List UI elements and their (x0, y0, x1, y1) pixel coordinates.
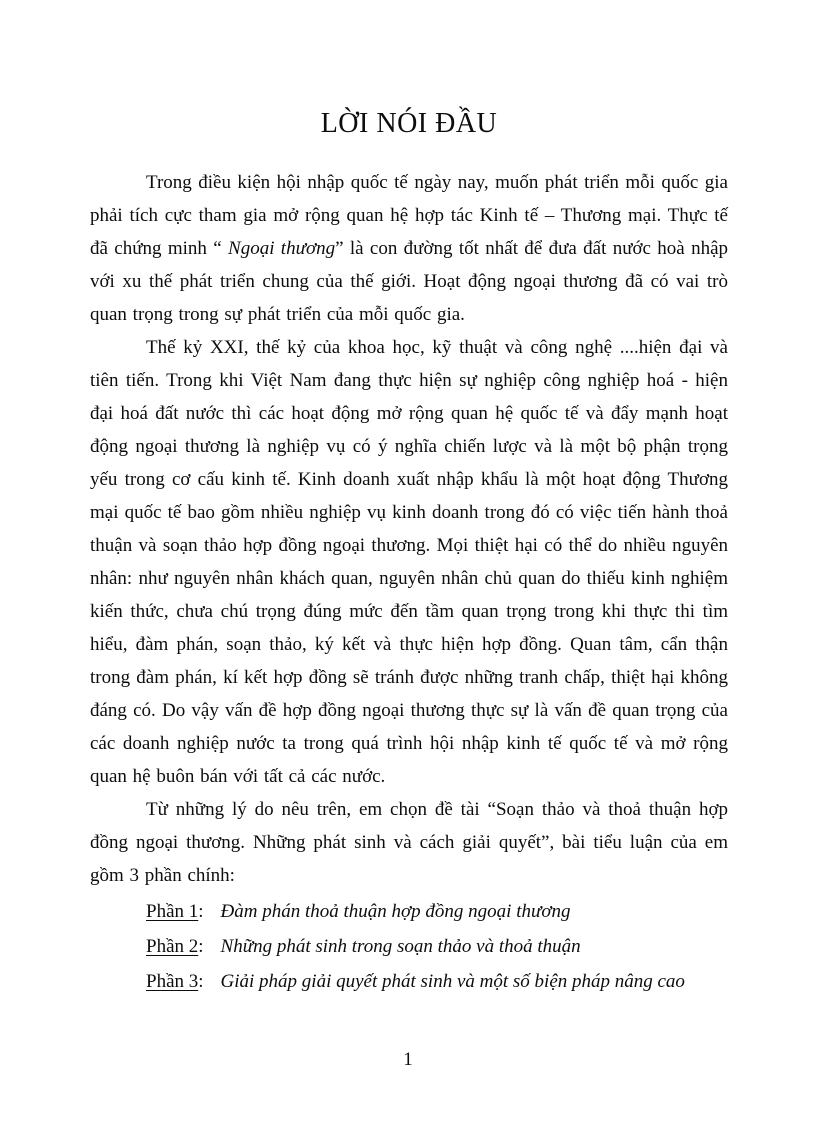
outline-item-label: Phần 1 (146, 901, 199, 922)
text-segment: Từ những lý do nêu trên, em chọn đề tài “Soạn thảo và thoả thuận hợp đồng ngoại thương. Những phát sinh và cách giải quyết”, bài tiểu luận của em gồm 3 phần chính: (90, 799, 728, 886)
text-segment: Ngoại thương (228, 238, 336, 259)
document-content (90, 0, 728, 999)
outline-item-label: Phần 2 (146, 936, 199, 957)
outline-item-separator: : (198, 901, 204, 922)
outline-item-separator: : (198, 971, 204, 992)
outline-item-description: Giải pháp giải quyết phát sinh và một số biện pháp nâng cao (220, 971, 685, 992)
paragraph (90, 331, 728, 793)
outline-item-description: Đàm phán thoả thuận hợp đồng ngoại thương (220, 901, 571, 922)
paragraphs (90, 166, 728, 892)
text-segment: Trong điều kiện hội nhập quốc tế ngày nay, muốn phát triển mỗi quốc gia phải tích cực tham gia mở rộng quan hệ hợp tác Kinh tế – Thương mại. Thực tế đã chứng minh “ (90, 172, 728, 259)
outline-item (90, 929, 728, 964)
outline-item-description: Những phát sinh trong soạn thảo và thoả thuận (220, 936, 581, 957)
outline-item (90, 894, 728, 929)
paragraph (90, 166, 728, 331)
page-number: 1 (403, 1049, 413, 1070)
outline-item-separator: : (198, 936, 204, 957)
text-segment: ” là con đường tốt nhất để đưa đất nước hoà nhập với xu thế phát triển chung của thế giới. Hoạt động ngoại thương đã có vai trò quan trọng trong sự phát triển của mỗi quốc gia. (90, 238, 729, 325)
outline-item-label: Phần 3 (146, 971, 199, 992)
page-title: LỜI NÓI ĐẦU (320, 108, 498, 139)
outline-item (90, 964, 728, 999)
outline-list (90, 894, 728, 999)
paragraph (90, 793, 728, 892)
text-segment: Thế kỷ XXI, thế kỷ của khoa học, kỹ thuật và công nghệ ....hiện đại và tiên tiến. Trong khi Việt Nam đang thực hiện sự nghiệp công nghiệp hoá - hiện đại hoá đất nước thì các hoạt động mở rộng quan hệ quốc tế và đẩy mạnh hoạt động ngoại thương là nghiệp vụ có ý nghĩa chiến lược và là một bộ phận trọng yếu trong cơ cấu kinh tế. Kinh doanh xuất nhập khẩu là một hoạt động Thương mại quốc tế bao gồm nhiều nghiệp vụ kinh doanh trong đó có việc tiến hành thoả thuận và soạn thảo hợp đồng ngoại thương. Mọi thiệt hại có thể do nhiều nguyên nhân: như nguyên nhân khách quan, nguyên nhân chủ quan do thiếu kinh nghiệm kiến thức, chưa chú trọng đúng mức đến tầm quan trọng trong khi thực thi tìm hiểu, đàm phán, soạn thảo, ký kết và thực hiện hợp đồng. Quan tâm, cẩn thận trong đàm phán, kí kết hợp đồng sẽ tránh được những tranh chấp, thiệt hại không đáng có. Do vậy vấn đề hợp đồng ngoại thương thực sự là vấn đề quan trọng của các doanh nghiệp nước ta trong quá trình hội nhập kinh tế quốc tế và mở rộng quan hệ buôn bán với tất cả các nước. (90, 337, 728, 787)
